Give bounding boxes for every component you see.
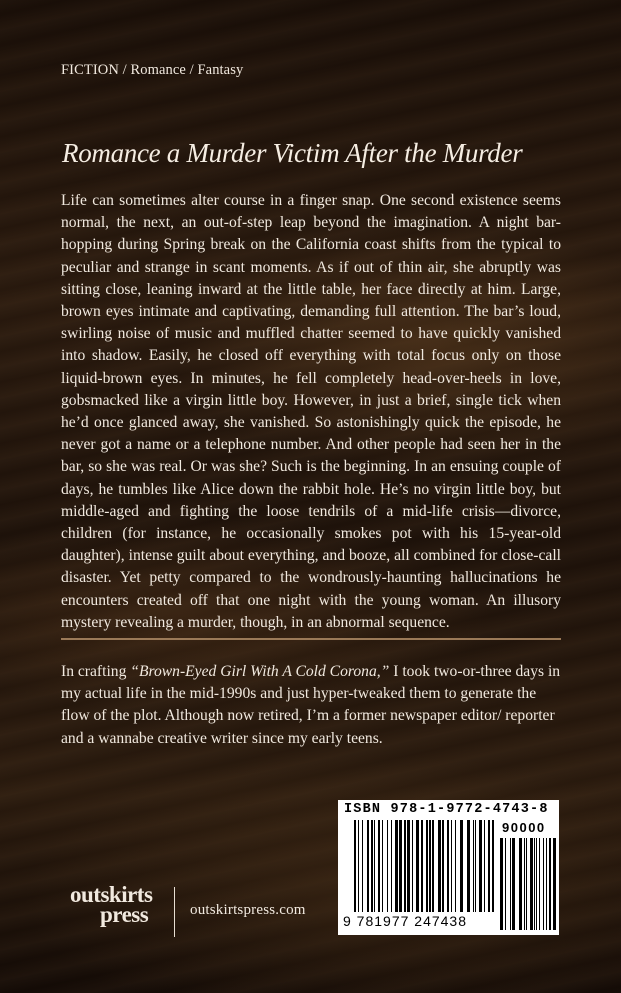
logo-divider xyxy=(174,887,175,937)
logo-text-bottom: press xyxy=(100,902,149,927)
author-bio-intro: In crafting xyxy=(61,663,131,680)
author-bio-rest: I took two-or-three days in my actual life in the mid-1990s and just hyper-tweaked them to generate the flow of the plot. Although now retired, I’m a former newspaper editor/ reporter and a wannabe creative writer since my early teens. xyxy=(61,663,561,747)
logo-text-top: outskirts xyxy=(70,882,153,907)
author-bio xyxy=(61,661,561,750)
headline: Romance a Murder Victim After the Murder xyxy=(62,138,523,168)
category-line: FICTION / Romance / Fantasy xyxy=(61,62,244,78)
publisher-logo xyxy=(70,883,160,926)
book-blurb: Life can sometimes alter course in a finger snap. One second existence seems normal, the next, an out-of-step leap beyond the imagination. A night bar-hopping during Spring break on the California coast shifts from the typical to peculiar and strange in scant moments. As if out of thin air, she abruptly was sitting close, leaning inward at the little table, her face directly at him. Large, brown eyes intimate and captivating, demanding full attention. The bar’s loud, swirling noise of music and muffled chatter seemed to have quickly vanished into shadow. Easily, he closed off everything with total focus only on those liquid-brown eyes. In minutes, he fell completely head-over-heels in love, gobsmacked like a virgin little boy. However, in just a brief, single tick when he’d once glanced away, she vanished. So astonishingly quick the episode, he never got a name or a telephone number. And other people had seen her in the bar, so she was real. Or was she? Such is the beginning. In an ensuing couple of days, he tumbles like Alice down the rabbit hole. He’s no virgin little boy, but middle-aged and fighting the loose tendrils of a mid-life crisis—divorce, children (for instance, he occasionally smokes pot with his 15-year-old daughter), intense guilt about everything, and booze, all combined for close-call disaster. Yet petty compared to the wondrously-haunting hallucinations he encounters created off that one night with the young woman. An illusory mystery revealing a murder, though, in an abnormal sequence. xyxy=(61,192,561,631)
price-code: 90000 xyxy=(502,820,546,835)
section-divider xyxy=(61,638,561,640)
publisher-website: outskirtspress.com xyxy=(190,902,306,918)
isbn-label: ISBN 978-1-9772-4743-8 xyxy=(344,802,549,817)
book-title: “Brown-Eyed Girl With A Cold Corona,” xyxy=(130,663,390,680)
isbn-barcode xyxy=(338,800,559,935)
ean-digits: 9 781977 247438 xyxy=(343,913,467,929)
